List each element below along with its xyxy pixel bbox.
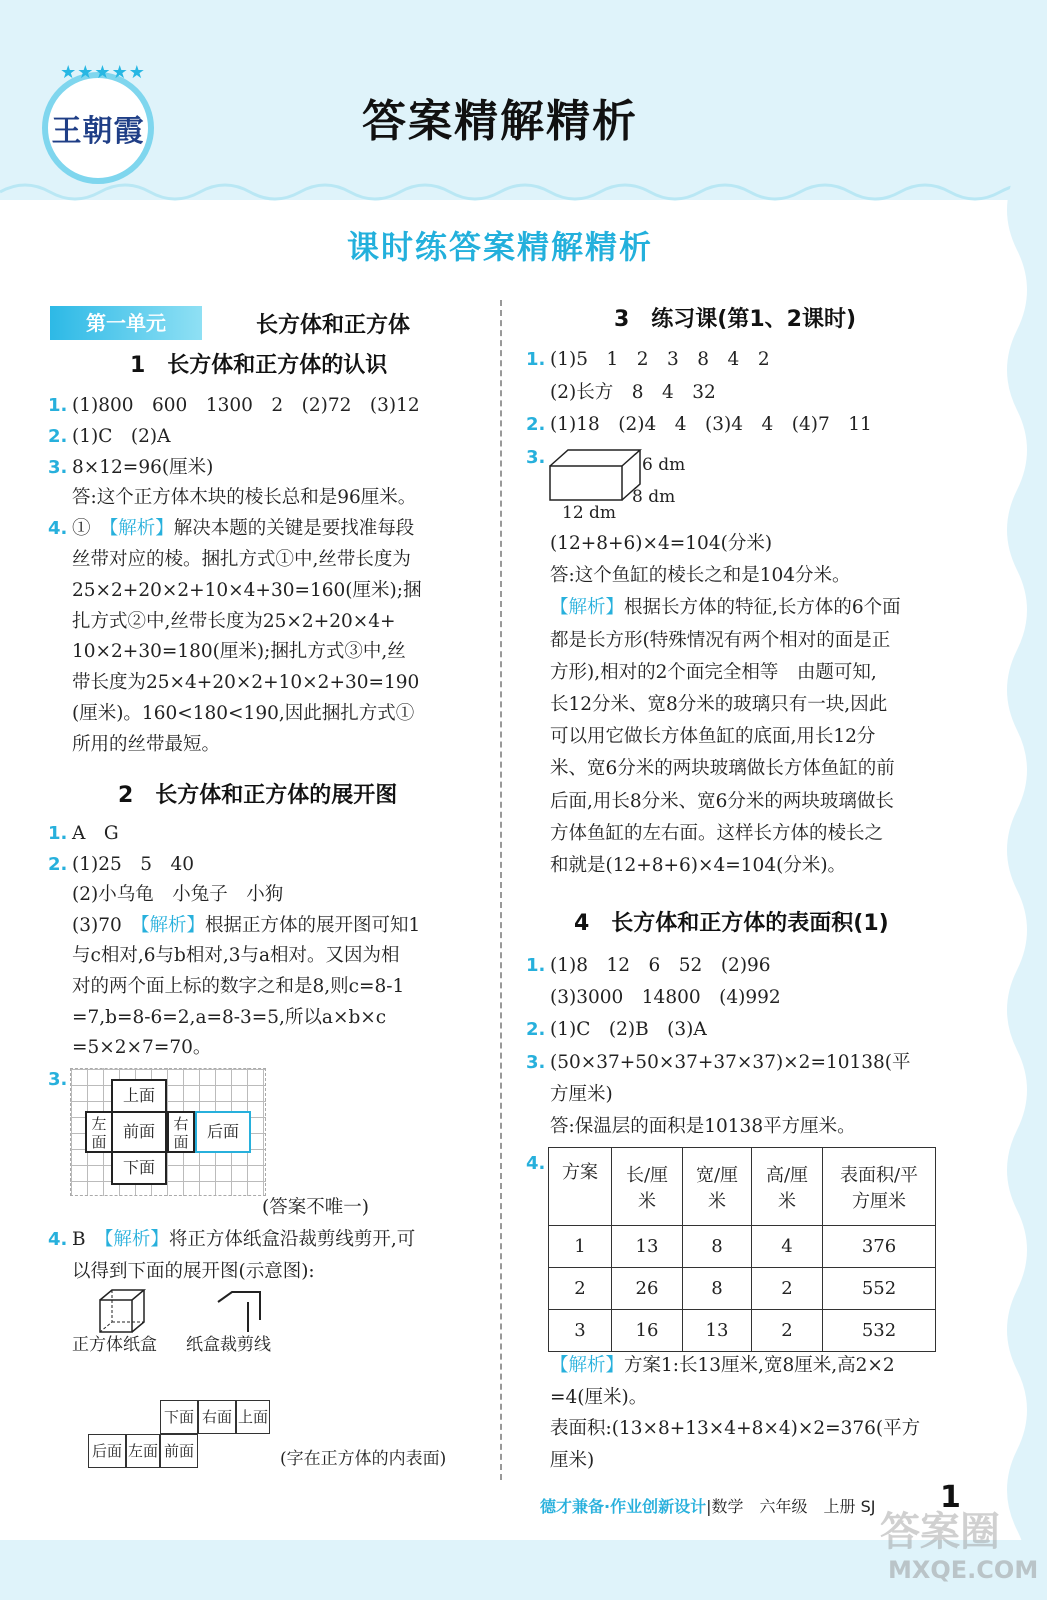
table-cell: 552 xyxy=(823,1268,936,1310)
table-cell: 2 xyxy=(752,1310,823,1352)
caption-box: 正方体纸盒 xyxy=(72,1335,157,1355)
table-cell: 532 xyxy=(823,1310,936,1352)
answer-line: (3)3000 14800 (4)992 xyxy=(550,987,781,1009)
cuboid-height-label: 6 dm xyxy=(642,455,686,475)
unit-title: 长方体和正方体 xyxy=(256,313,411,338)
right-frame xyxy=(987,170,1047,1600)
table-cell: 13 xyxy=(612,1226,683,1268)
answer-line: (1)5 1 2 3 8 4 2 xyxy=(550,349,770,370)
net-note: (答案不唯一) xyxy=(262,1197,369,1218)
answer-line: 8×12=96(厘米) xyxy=(72,456,214,478)
answer-line: 厘米) xyxy=(550,1449,595,1471)
table-cell: 8 xyxy=(683,1226,752,1268)
answer-line: 【解析】方案1:长13厘米,宽8厘米,高2×2 xyxy=(550,1355,895,1376)
table-row xyxy=(549,1226,936,1268)
question-number: 1. xyxy=(526,349,546,370)
net2-face: 右面 xyxy=(198,1400,236,1434)
answer-line: (1)C (2)B (3)A xyxy=(550,1019,707,1041)
analysis-tag: 【解析】 xyxy=(140,914,206,936)
table-row xyxy=(549,1310,936,1352)
answer-line: 25×2+20×2+10×4+30=160(厘米);捆 xyxy=(72,579,422,601)
answer-line: (1)25 5 40 xyxy=(72,853,195,875)
table-row xyxy=(549,1268,936,1310)
unit-badge: 第一单元 xyxy=(50,306,202,340)
answer-line: 可以用它做长方体鱼缸的底面,用长12分 xyxy=(550,726,876,748)
answer-line: 答:这个鱼缸的棱长之和是104分米。 xyxy=(550,565,851,587)
footer-subject: |数学 六年级 上册 SJ xyxy=(706,1497,876,1516)
answer-line: 后面,用长8分米、宽6分米的两块玻璃做长 xyxy=(550,790,894,812)
answer-line: A G xyxy=(72,823,119,844)
cuboid-width-label: 8 dm xyxy=(632,487,676,507)
watermark-url: MXQE.COM xyxy=(888,1556,1039,1584)
answer-line: 都是长方形(特殊情况有两个相对的面是正 xyxy=(550,629,891,651)
footer-brand: 德才兼备·作业创新设计 xyxy=(540,1497,707,1516)
table-cell: 3 xyxy=(549,1310,612,1352)
page-title: 答案精解精析 xyxy=(362,96,638,147)
section-title-1: 1 长方体和正方体的认识 xyxy=(130,353,388,378)
net-grid xyxy=(70,1068,266,1196)
cube-box-icon xyxy=(98,1288,148,1334)
table-header-text: 米 xyxy=(638,1190,656,1212)
net-face-back: 后面 xyxy=(195,1111,251,1153)
net2-face: 下面 xyxy=(160,1400,198,1434)
question-number: 4. xyxy=(48,518,68,540)
table-header-text: 表面积/平 xyxy=(839,1164,919,1186)
question-number: 4. xyxy=(526,1153,546,1174)
answer-line: (1)18 (2)4 4 (3)4 4 (4)7 11 xyxy=(550,414,872,435)
footer-info xyxy=(540,1494,875,1517)
cuboid-length-label: 12 dm xyxy=(562,503,617,523)
table-cell: 1 xyxy=(549,1226,612,1268)
question-number: 2. xyxy=(526,414,546,435)
question-number: 1. xyxy=(48,395,68,416)
answer-line: 长12分米、宽8分米的玻璃只有一块,因此 xyxy=(550,694,888,715)
analysis-tag: 【解析】 xyxy=(109,518,174,540)
answer-line: 扎方式②中,丝带长度为25×2+20×4+ xyxy=(72,610,396,632)
table-header-text: 高/厘 xyxy=(765,1164,809,1186)
question-number: 3. xyxy=(48,456,68,478)
answer-line: =4(厘米)。 xyxy=(550,1386,648,1408)
stars-decoration: ★★★★★ xyxy=(60,62,146,83)
table-cell: 2 xyxy=(752,1268,823,1310)
question-number: 2. xyxy=(48,853,68,875)
question-number: 1. xyxy=(48,823,68,844)
answer-line: (1)8 12 6 52 (2)96 xyxy=(550,955,771,976)
cut-line-icon xyxy=(214,1288,264,1334)
answer-line: ① 【解析】解决本题的关键是要找准每段 xyxy=(72,518,415,540)
answer-line: 对的两个面上标的数字之和是8,则c=8-1 xyxy=(72,976,405,997)
page-number: 1 xyxy=(940,1480,961,1515)
question-number: 3. xyxy=(48,1069,68,1090)
answer-line: (1)800 600 1300 2 (2)72 (3)12 xyxy=(72,395,420,416)
net2-face: 上面 xyxy=(236,1400,270,1434)
table-header-text: 米 xyxy=(708,1190,726,1212)
table-cell: 13 xyxy=(683,1310,752,1352)
section-title-4: 4 长方体和正方体的表面积(1) xyxy=(574,911,889,936)
table-header xyxy=(823,1148,936,1226)
question-number: 3. xyxy=(526,447,546,468)
net-face-front: 前面 xyxy=(111,1111,167,1153)
q4-line-2: 以得到下面的展开图(示意图): xyxy=(72,1261,315,1282)
answer-line: 与c相对,6与b相对,3与a相对。又因为相 xyxy=(72,945,400,967)
caption-cut: 纸盒裁剪线 xyxy=(186,1335,271,1355)
section-title-2: 2 长方体和正方体的展开图 xyxy=(118,783,398,808)
net2-note: (字在正方体的内表面) xyxy=(280,1449,447,1469)
answer-line: 【解析】根据长方体的特征,长方体的6个面 xyxy=(550,597,901,619)
table-header xyxy=(752,1148,823,1226)
table-cell: 2 xyxy=(549,1268,612,1310)
table-header-text: 长/厘 xyxy=(625,1164,669,1186)
net-face-right: 右面 xyxy=(167,1111,195,1153)
answer-line: (50×37+50×37+37×37)×2=10138(平 xyxy=(550,1051,911,1073)
table-header-text: 方厘米 xyxy=(852,1190,906,1212)
analysis-tag: 【解析】 xyxy=(550,1355,625,1376)
answer-line: =7,b=8-6=2,a=8-3=5,所以a×b×c xyxy=(72,1006,387,1028)
q4-line-1 xyxy=(72,1224,415,1255)
net-face-top: 上面 xyxy=(111,1079,167,1113)
table-cell: 8 xyxy=(683,1268,752,1310)
answer-line: =5×2×7=70。 xyxy=(72,1037,212,1059)
net-face-bottom: 下面 xyxy=(111,1151,167,1185)
question-number: 4. xyxy=(48,1229,68,1250)
logo-text: 王朝霞 xyxy=(51,114,145,149)
table-header-row xyxy=(549,1148,936,1226)
answer-line: 答:这个正方体木块的棱长总和是96厘米。 xyxy=(72,487,417,509)
answer-line: 和就是(12+8+6)×4=104(分米)。 xyxy=(550,855,847,876)
answer-line: (1)C (2)A xyxy=(72,425,171,447)
answer-table xyxy=(548,1147,936,1352)
header-wave xyxy=(0,170,1047,210)
net2-face: 后面 xyxy=(88,1434,126,1468)
net2-face: 前面 xyxy=(160,1434,198,1468)
table-header-text: 宽/厘 xyxy=(695,1164,739,1186)
table-header-text: 方案 xyxy=(562,1162,598,1183)
table-cell: 4 xyxy=(752,1226,823,1268)
answer-line: 表面积:(13×8+13×4+8×4)×2=376(平方 xyxy=(550,1418,921,1439)
page-subtitle: 课时练答案精解精析 xyxy=(346,228,653,266)
answer-line: 答:保温层的面积是10138平方厘米。 xyxy=(550,1116,856,1137)
table-cell: 376 xyxy=(823,1226,936,1268)
table-header xyxy=(683,1148,752,1226)
answer-line: (2)小乌龟 小兔子 小狗 xyxy=(72,884,284,906)
watermark: 答案圈 xyxy=(880,1509,1000,1555)
table-cell: 26 xyxy=(612,1268,683,1310)
net-face-left: 左面 xyxy=(85,1111,113,1153)
table-header xyxy=(612,1148,683,1226)
analysis-tag: 【解析】 xyxy=(104,1229,169,1250)
section-title-3: 3 练习课(第1、2课时) xyxy=(614,307,857,332)
answer-line: 10×2+30=180(厘米);捆扎方式③中,丝 xyxy=(72,641,406,663)
question-number: 3. xyxy=(526,1051,546,1073)
answer-line: 米、宽6分米的两块玻璃做长方体鱼缸的前 xyxy=(550,758,895,780)
column-divider xyxy=(500,300,502,1480)
table-header xyxy=(549,1148,612,1226)
question-number: 2. xyxy=(526,1019,546,1041)
answer-line: (2)长方 8 4 32 xyxy=(550,381,716,403)
question-number: 2. xyxy=(48,425,68,447)
answer-line: (12+8+6)×4=104(分米) xyxy=(550,533,773,554)
table-cell: 16 xyxy=(612,1310,683,1352)
answer-line: 方体鱼缸的左右面。这样长方体的棱长之 xyxy=(550,822,884,844)
analysis-tag: 【解析】 xyxy=(550,597,625,619)
answer-line: 方形),相对的2个面完全相等 由题可知, xyxy=(550,661,877,683)
answer-line: 所用的丝带最短。 xyxy=(72,733,221,755)
net2-face: 左面 xyxy=(126,1434,160,1468)
answer-line: (3)70 【解析】根据正方体的展开图可知1 xyxy=(72,914,421,936)
answer-line: 带长度为25×4+20×2+10×2+30=190 xyxy=(72,672,420,694)
answer-line: (厘米)。160<180<190,因此捆扎方式① xyxy=(72,703,415,724)
table-header-text: 米 xyxy=(778,1190,796,1212)
q4-line-1-text: B 【解析】将正方体纸盒沿裁剪线剪开,可 xyxy=(72,1229,416,1250)
answer-line: 方厘米) xyxy=(550,1083,613,1105)
question-number: 1. xyxy=(526,955,546,976)
answer-line: 丝带对应的棱。捆扎方式①中,丝带长度为 xyxy=(72,549,411,570)
